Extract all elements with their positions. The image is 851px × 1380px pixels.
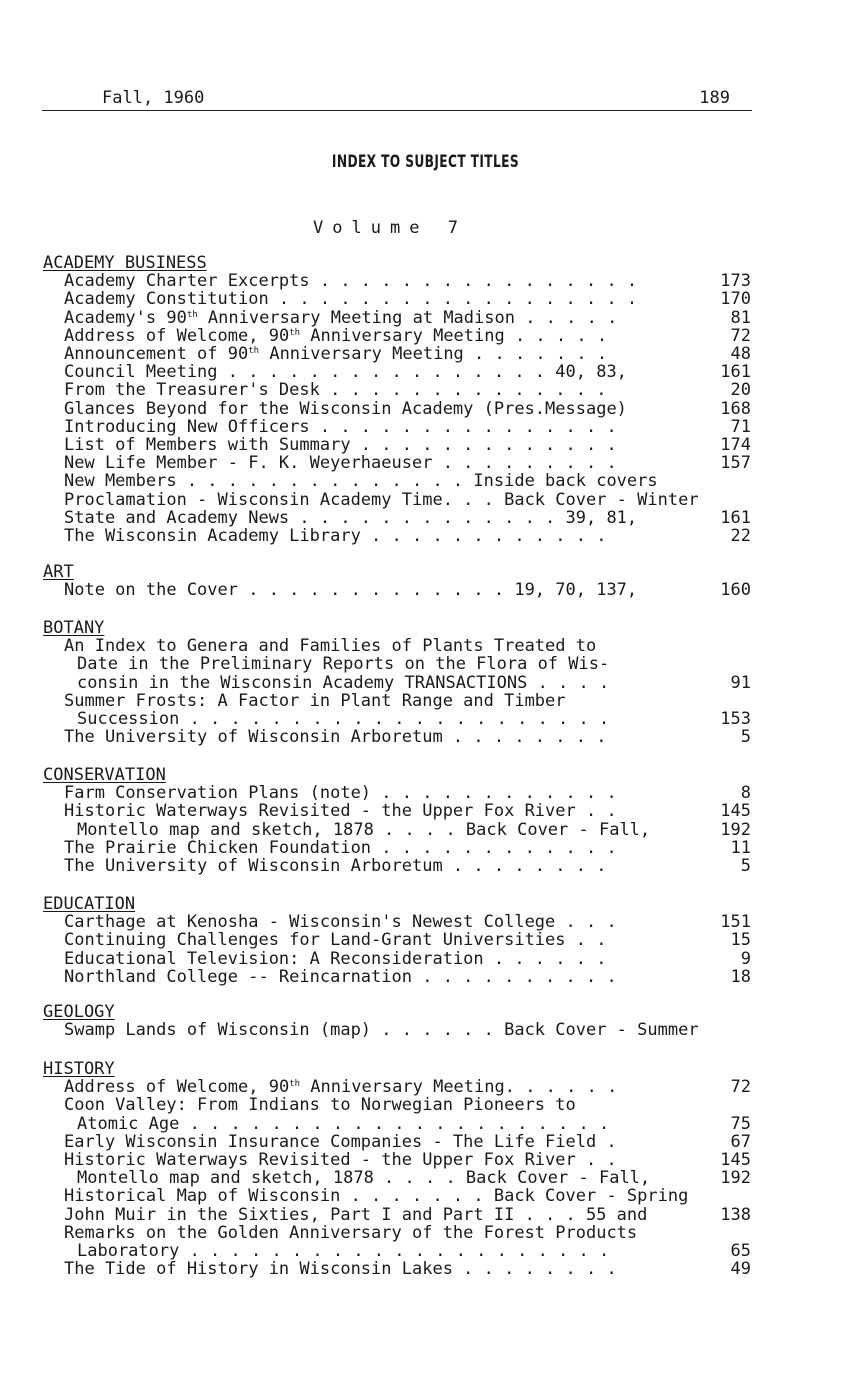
entry-title: The University of Wisconsin Arboretum . . . . . . . . xyxy=(64,727,607,748)
index-entry xyxy=(0,436,851,454)
index-entry xyxy=(0,728,851,746)
entry-page: 173 xyxy=(720,271,751,292)
index-entry xyxy=(0,1169,851,1187)
index-entry xyxy=(0,327,851,345)
index-entry xyxy=(0,1021,851,1039)
index-entry xyxy=(0,1206,851,1224)
index-entry xyxy=(0,1133,851,1151)
entry-page: 153 xyxy=(720,709,751,729)
index-entry xyxy=(0,950,851,968)
entry-title: Northland College -- Reincarnation . . . . . . . . . . xyxy=(64,966,617,987)
index-entry xyxy=(0,472,851,490)
index-entry xyxy=(0,1151,851,1169)
entry-title: Summer Frosts: A Factor in Plant Range and Timber xyxy=(64,690,566,711)
entry-title: Academy Charter Excerpts . . . . . . . . . . . . . . . . xyxy=(64,271,638,292)
entry-title: An Index to Genera and Families of Plants Treated to xyxy=(64,636,597,657)
entry-page: 5 xyxy=(740,727,751,748)
entry-page: 72 xyxy=(730,1077,751,1098)
entry-title: Glances Beyond for the Wisconsin Academy (Pres.Message) xyxy=(64,398,627,419)
entry-title: State and Academy News . . . . . . . . . . . . . 39, 81, xyxy=(64,507,638,528)
entry-title: Date in the Preliminary Reports on the Flora of Wis- xyxy=(77,654,610,675)
index-entry xyxy=(0,931,851,949)
index-entry xyxy=(0,509,851,527)
section-heading: GEOLOGY xyxy=(43,1002,115,1022)
index-entry xyxy=(0,1187,851,1205)
section-heading: HISTORY xyxy=(43,1059,115,1079)
index-entry xyxy=(0,363,851,381)
entry-page: 161 xyxy=(720,507,751,528)
entry-title: Coon Valley: From Indians to Norwegian Pioneers to xyxy=(64,1095,576,1116)
entry-title: Remarks on the Golden Anniversary of the Forest Products xyxy=(64,1222,638,1243)
entry-page: 192 xyxy=(720,1168,751,1189)
entry-title: Announcement of 90th Anniversary Meeting . . . . . . . xyxy=(64,344,608,364)
index-entry xyxy=(0,1115,851,1133)
entry-title: Montello map and sketch, 1878 . . . . Back Cover - Fall, xyxy=(77,1168,651,1189)
section-heading: CONSERVATION xyxy=(43,765,166,785)
index-entry xyxy=(0,839,851,857)
index-entry xyxy=(0,784,851,802)
index-entry xyxy=(0,1224,851,1242)
index-entry xyxy=(0,527,851,545)
entry-page: 75 xyxy=(730,1113,751,1134)
entry-title: Educational Television: A Reconsideration . . . . . . xyxy=(64,948,607,969)
index-entry xyxy=(0,1242,851,1260)
entry-title: Swamp Lands of Wisconsin (map) . . . . . . Back Cover - Summer xyxy=(64,1020,699,1041)
index-entry xyxy=(0,637,851,655)
entry-page: 5 xyxy=(740,856,751,876)
entry-title: List of Members with Summary . . . . . . . . . . . . . xyxy=(64,435,617,455)
entry-page: 174 xyxy=(720,435,751,455)
entry-page: 65 xyxy=(730,1241,751,1261)
entry-page: 18 xyxy=(730,966,751,987)
entry-page: 20 xyxy=(730,380,751,401)
entry-page: 160 xyxy=(720,580,751,601)
index-entry xyxy=(0,710,851,728)
entry-page: 157 xyxy=(720,453,751,474)
section-heading: BOTANY xyxy=(43,618,105,638)
index-entry xyxy=(0,345,851,363)
section-heading: ART xyxy=(43,562,74,582)
entry-title: Early Wisconsin Insurance Companies - The Life Field . xyxy=(64,1131,617,1152)
index-entry xyxy=(0,968,851,986)
entry-title: Laboratory . . . . . . . . . . . . . . . . . . . . . xyxy=(77,1241,610,1261)
index-entry xyxy=(0,491,851,509)
entry-page: 9 xyxy=(740,948,751,969)
entry-title: Proclamation - Wisconsin Academy Time. . . Back Cover - Winter xyxy=(64,489,699,510)
entry-title: From the Treasurer's Desk . . . . . . . . . . . . . . xyxy=(64,380,607,401)
entry-page: 8 xyxy=(740,783,751,804)
entry-title: John Muir in the Sixties, Part I and Part II . . . 55 and xyxy=(64,1204,648,1225)
entry-title: Continuing Challenges for Land-Grant Universities . . xyxy=(64,930,607,951)
index-entry xyxy=(0,309,851,327)
entry-page: 71 xyxy=(730,416,751,437)
entry-title: New Life Member - F. K. Weyerhaeuser . . . . . . . . . xyxy=(64,453,617,474)
entry-page: 168 xyxy=(720,398,751,419)
index-entry xyxy=(0,802,851,820)
entry-page: 22 xyxy=(730,526,751,546)
entry-title: The Prairie Chicken Foundation . . . . . . . . . . . . xyxy=(64,837,617,858)
index-entry xyxy=(0,290,851,308)
entry-title: Note on the Cover . . . . . . . . . . . . . 19, 70, 137, xyxy=(64,580,638,601)
entry-title: Historic Waterways Revisited - the Upper Fox River . . xyxy=(64,801,617,822)
entry-page: 49 xyxy=(730,1259,751,1280)
entry-title: Carthage at Kenosha - Wisconsin's Newest College . . . xyxy=(64,912,617,933)
entry-title: Academy's 90th Anniversary Meeting at Madison . . . . . xyxy=(64,307,618,328)
entry-page: 151 xyxy=(720,912,751,933)
volume-label: Volume 7 xyxy=(313,218,467,238)
index-entry xyxy=(0,857,851,875)
issue-date: Fall, 1960 xyxy=(102,88,205,108)
index-entry xyxy=(0,581,851,599)
entry-title: Introducing New Officers . . . . . . . . . . . . . . . xyxy=(64,416,617,437)
entry-title: The Wisconsin Academy Library . . . . . . . . . . . . xyxy=(64,526,607,546)
index-entry xyxy=(0,913,851,931)
entry-title: Address of Welcome, 90th Anniversary Meeting . . . . . xyxy=(64,325,608,346)
entry-title: The Tide of History in Wisconsin Lakes . . . . . . . . xyxy=(64,1259,617,1280)
entry-title: New Members . . . . . . . . . . . . . . Inside back covers xyxy=(64,471,658,492)
running-header xyxy=(42,88,752,111)
entry-page: 145 xyxy=(720,801,751,822)
index-entry xyxy=(0,454,851,472)
entry-page: 161 xyxy=(720,362,751,383)
entry-title: Farm Conservation Plans (note) . . . . . . . . . . . . xyxy=(64,783,617,804)
entry-page: 170 xyxy=(720,289,751,310)
entry-title: Historical Map of Wisconsin . . . . . . . Back Cover - Spring xyxy=(64,1186,689,1207)
index-entry xyxy=(0,1096,851,1114)
entry-page: 192 xyxy=(720,819,751,840)
entry-page: 145 xyxy=(720,1150,751,1170)
entry-page: 81 xyxy=(730,307,751,328)
entry-title: Atomic Age . . . . . . . . . . . . . . . . . . . . . xyxy=(77,1113,610,1134)
entry-page: 72 xyxy=(730,325,751,346)
index-entry xyxy=(0,821,851,839)
entry-title: The University of Wisconsin Arboretum . . . . . . . . xyxy=(64,856,607,876)
index-entry xyxy=(0,418,851,436)
entry-page: 11 xyxy=(730,837,751,858)
entry-title: Historic Waterways Revisited - the Upper Fox River . . xyxy=(64,1150,617,1170)
entry-title: Succession . . . . . . . . . . . . . . . . . . . . . xyxy=(77,709,610,729)
section-heading: ACADEMY BUSINESS xyxy=(43,253,207,273)
section-heading: EDUCATION xyxy=(43,894,136,914)
entry-page: 91 xyxy=(730,672,751,693)
entry-page: 15 xyxy=(730,930,751,951)
page-title: INDEX TO SUBJECT TITLES xyxy=(331,152,520,172)
entry-page: 48 xyxy=(730,344,751,364)
index-entry xyxy=(0,1078,851,1096)
index-entry xyxy=(0,400,851,418)
index-entry xyxy=(0,381,851,399)
index-entry xyxy=(0,655,851,673)
index-entry xyxy=(0,692,851,710)
page-number: 189 xyxy=(699,88,730,108)
entry-title: Montello map and sketch, 1878 . . . . Back Cover - Fall, xyxy=(77,819,651,840)
entry-page: 138 xyxy=(720,1204,751,1225)
entry-title: Academy Constitution . . . . . . . . . . . . . . . . . . xyxy=(64,289,638,310)
entry-title: consin in the Wisconsin Academy TRANSACTIONS . . . . xyxy=(77,672,610,693)
index-entry xyxy=(0,1260,851,1278)
entry-title: Address of Welcome, 90th Anniversary Meeting. . . . . . xyxy=(64,1077,618,1098)
entry-title: Council Meeting . . . . . . . . . . . . . . . . 40, 83, xyxy=(64,362,627,383)
index-entry xyxy=(0,272,851,290)
index-entry xyxy=(0,674,851,692)
entry-page: 67 xyxy=(730,1131,751,1152)
